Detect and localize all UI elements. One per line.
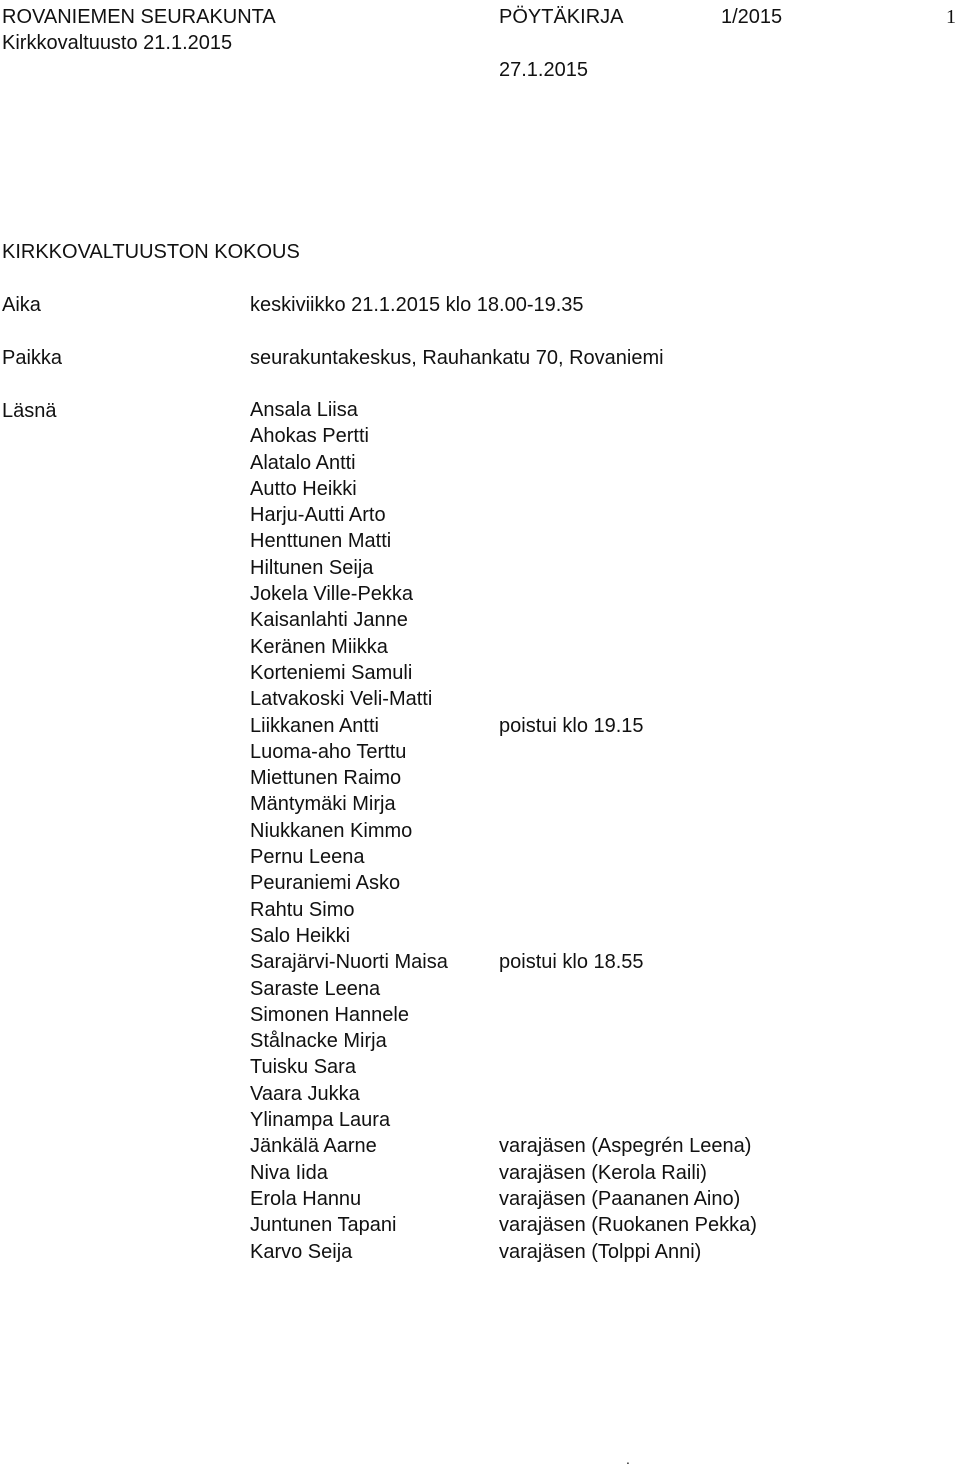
participant-name: Karvo Seija (250, 1240, 353, 1263)
participant-name: Keränen Miikka (250, 635, 388, 658)
participant-name: Tuisku Sara (250, 1056, 356, 1079)
participant-name: Autto Heikki (250, 477, 357, 500)
participant-note: varajäsen (Aspegrén Leena) (499, 1135, 752, 1158)
participant-name: Mäntymäki Mirja (250, 793, 396, 816)
participant-name: Saraste Leena (250, 977, 381, 1000)
participant-name: Niva Iida (250, 1161, 328, 1184)
participant-name: Korteniemi Samuli (250, 661, 413, 684)
participant-name: Jokela Ville-Pekka (250, 583, 414, 606)
participant-name: Liikkanen Antti (250, 714, 379, 737)
participant-name: Pernu Leena (250, 846, 365, 869)
organization-name: ROVANIEMEN SEURAKUNTA (2, 6, 276, 28)
participant-name: Kaisanlahti Janne (250, 609, 408, 632)
participant-name: Juntunen Tapani (250, 1214, 397, 1237)
participant-name: Luoma-aho Terttu (250, 740, 407, 763)
participant-name: Rahtu Simo (250, 898, 355, 921)
time-label: Aika (2, 294, 41, 316)
place-label: Paikka (2, 347, 63, 369)
signing-date: 27.1.2015 (499, 59, 588, 81)
participant-name: Henttunen Matti (250, 530, 392, 553)
participant-name: Miettunen Raimo (250, 767, 402, 790)
participant-name: Simonen Hannele (250, 1003, 409, 1026)
participant-name: Latvakoski Veli-Matti (250, 688, 433, 711)
participant-name: Ansala Liisa (250, 399, 358, 421)
participant-name: Stålnacke Mirja (250, 1030, 387, 1053)
participant-note: varajäsen (Paananen Aino) (499, 1187, 741, 1210)
participant-note: varajäsen (Kerola Raili) (499, 1161, 707, 1184)
participant-name: Erola Hannu (250, 1187, 362, 1210)
document-number: 1/2015 (721, 6, 783, 28)
body-and-date: Kirkkovaltuusto 21.1.2015 (2, 32, 233, 54)
participant-name: Vaara Jukka (250, 1082, 360, 1105)
participant-name: Sarajärvi-Nuorti Maisa (250, 951, 448, 974)
participant-note: poistui klo 18.55 (499, 951, 644, 974)
participant-name: Jänkälä Aarne (250, 1135, 377, 1158)
place-value: seurakuntakeskus, Rauhankatu 70, Rovaniemi (250, 347, 664, 369)
participant-name: Salo Heikki (250, 924, 351, 947)
participant-note: varajäsen (Ruokanen Pekka) (499, 1214, 757, 1237)
document-type: PÖYTÄKIRJA (499, 6, 624, 28)
participant-name: Harju-Autti Arto (250, 504, 386, 527)
participant-note: varajäsen (Tolppi Anni) (499, 1240, 702, 1263)
footer-mark: . (626, 1451, 630, 1467)
participant-name: Niukkanen Kimmo (250, 819, 413, 842)
participant-name: Ylinampa Laura (250, 1109, 391, 1132)
meeting-title: KIRKKOVALTUUSTON KOKOUS (2, 241, 300, 263)
participant-name: Hiltunen Seija (250, 556, 374, 579)
page-number: 1 (946, 6, 956, 28)
present-label: Läsnä (2, 400, 57, 422)
participant-name: Ahokas Pertti (250, 425, 369, 448)
time-value: keskiviikko 21.1.2015 klo 18.00-19.35 (250, 294, 584, 316)
participant-name: Alatalo Antti (250, 451, 356, 474)
participant-note: poistui klo 19.15 (499, 714, 644, 737)
participant-name: Peuraniemi Asko (250, 872, 401, 895)
